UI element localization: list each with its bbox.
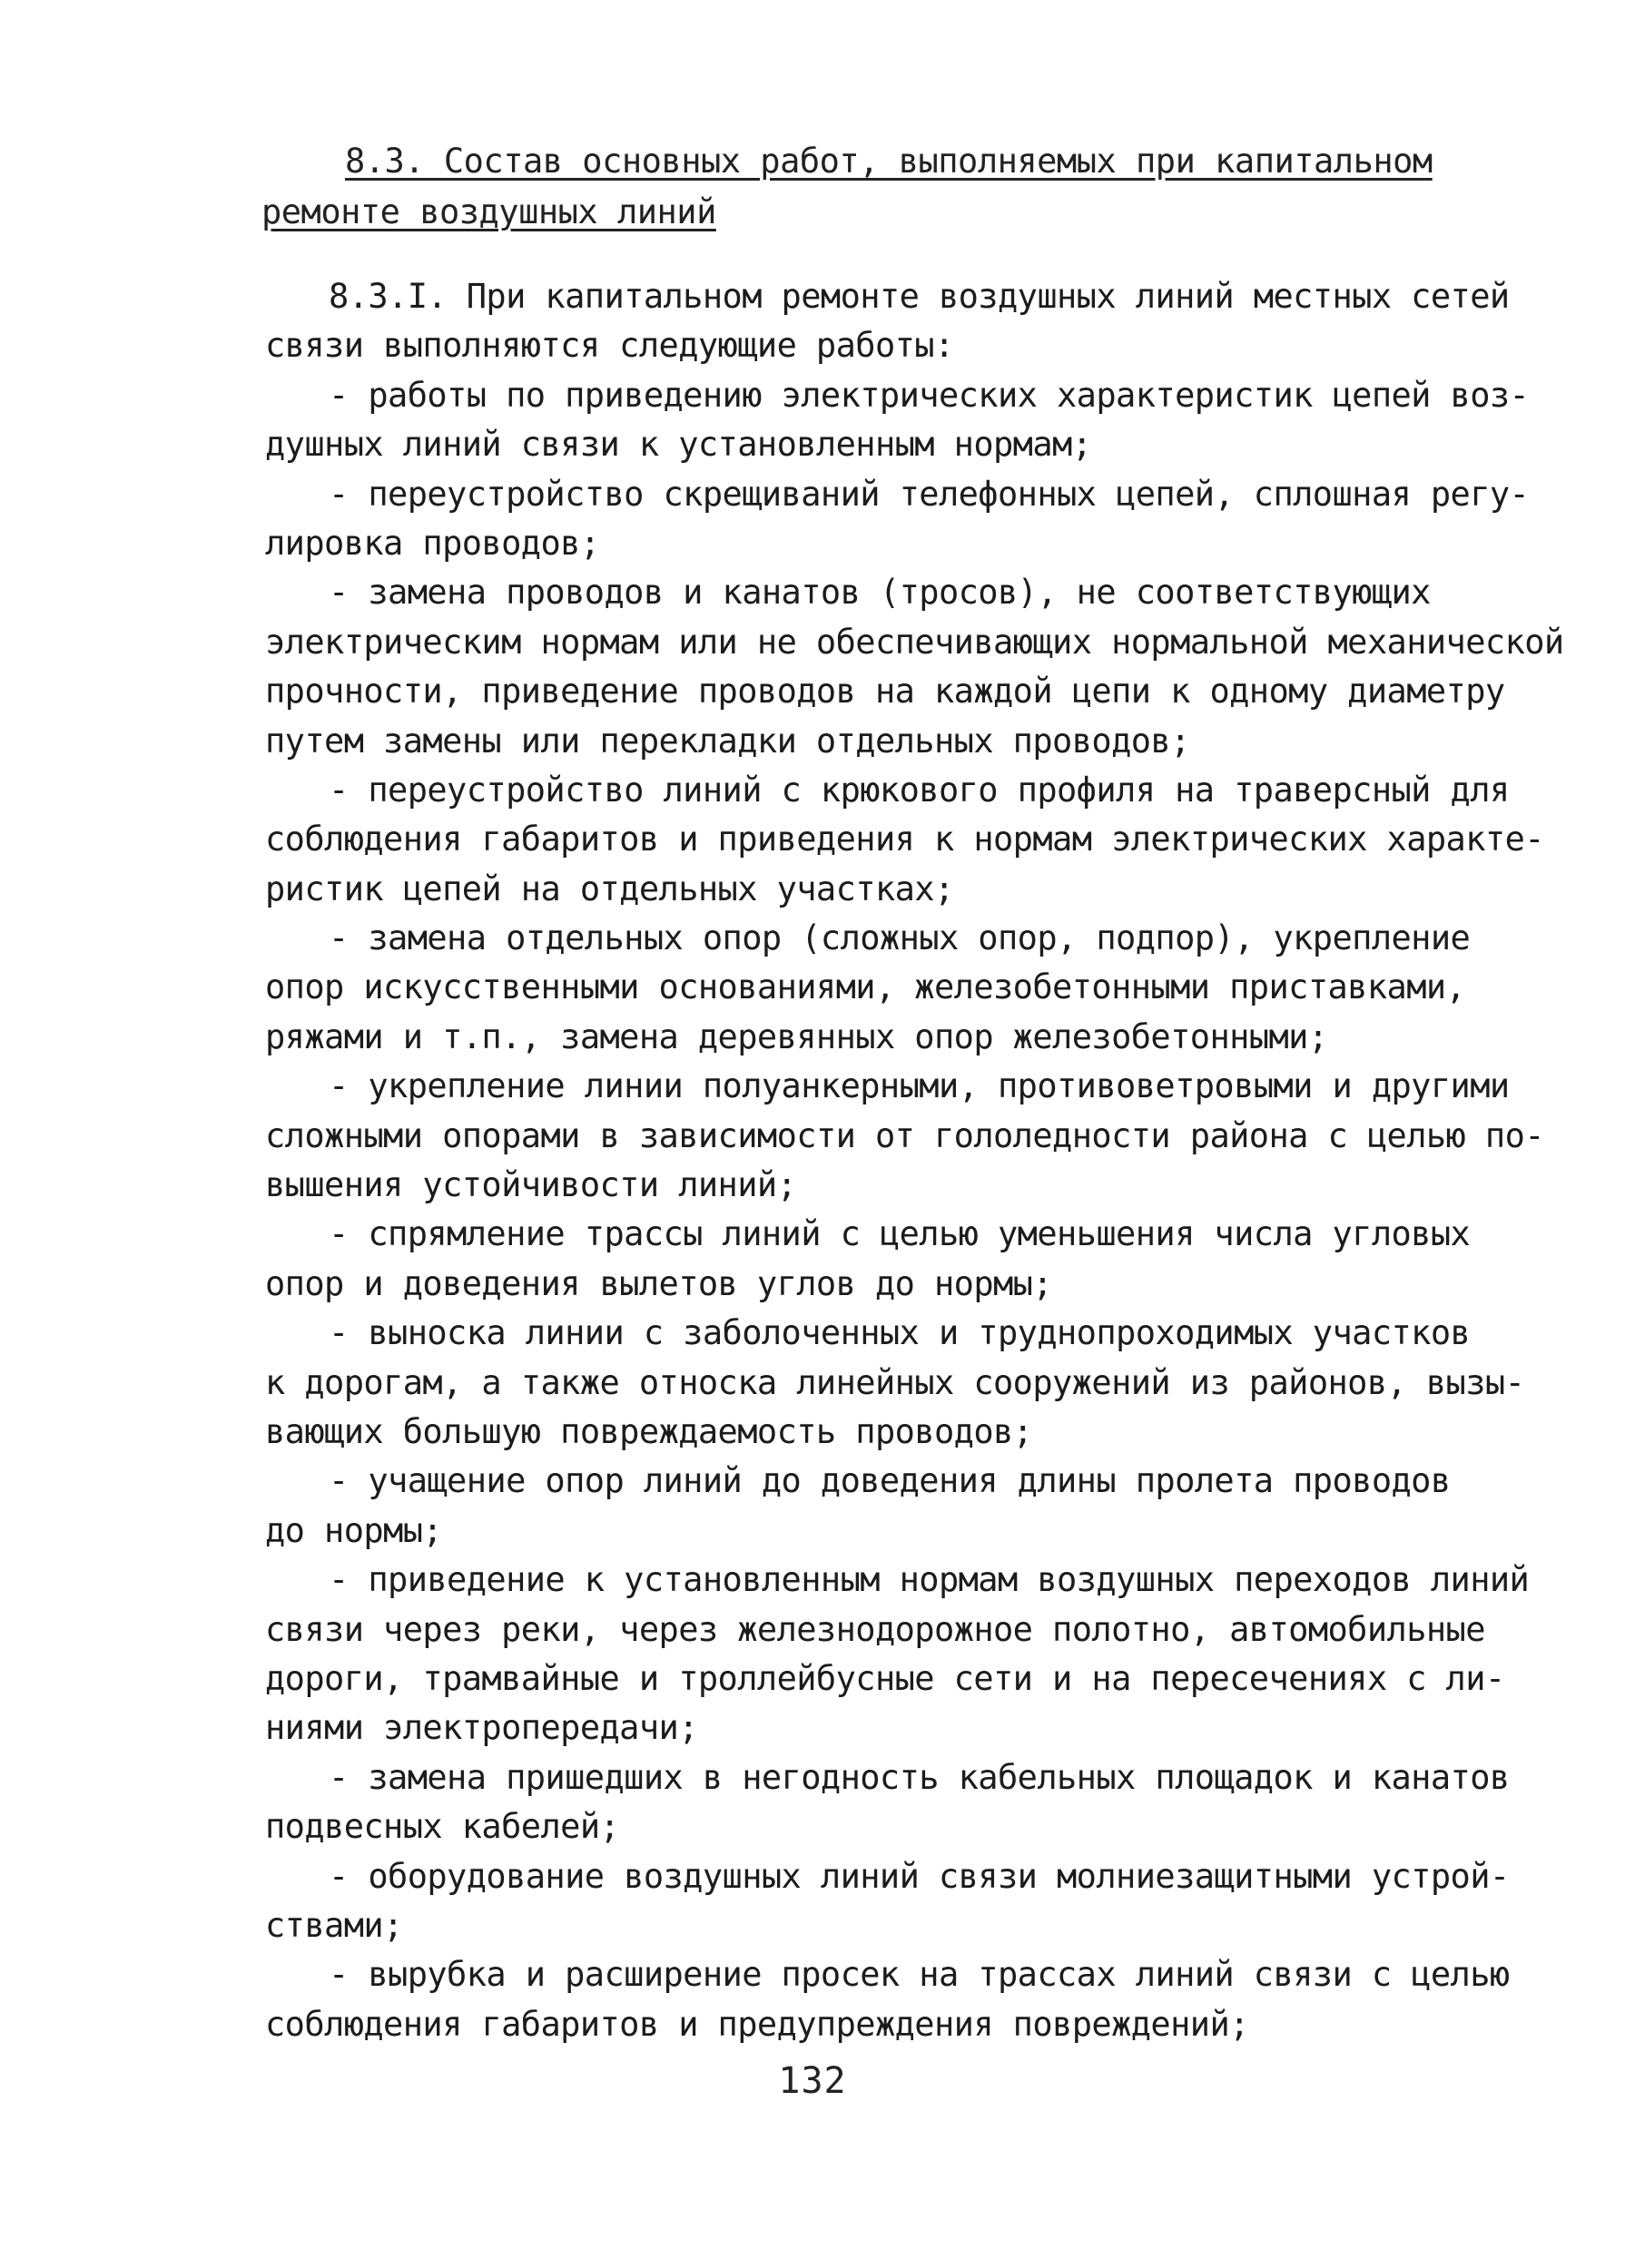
list-item-line: - спрямление трассы линий с целью уменьшения числа угловых	[329, 1214, 1471, 1254]
list-item-line: сложными опорами в зависимости от гололедности района с целью по-	[265, 1115, 1544, 1155]
list-item-line: ствами;	[265, 1905, 403, 1945]
list-item-line: ристик цепей на отдельных участках;	[265, 869, 954, 908]
section-heading	[261, 136, 1489, 238]
list-item-line: дороги, трамвайные и троллейбусные сети и на пересечениях с ли-	[265, 1658, 1505, 1698]
list-item-line: путем замены или перекладки отдельных проводов;	[265, 721, 1190, 761]
list-item-line: до нормы;	[265, 1510, 443, 1550]
list-item-line: - выноска линии с заболоченных и труднопроходимых участков	[329, 1313, 1471, 1353]
list-item-line: соблюдения габаритов и приведения к нормам электрических характе-	[265, 820, 1544, 859]
list-item-line: вышения устойчивости линий;	[265, 1165, 797, 1205]
list-item-line: электрическим нормам или не обеспечивающих нормальной механической	[265, 622, 1564, 662]
list-item-line: - переустройство скрещиваний телефонных цепей, сплошная регу-	[329, 474, 1530, 514]
list-item-line: лировка проводов;	[265, 523, 600, 563]
list-item-line: - замена проводов и канатов (тросов), не соответствующих	[329, 573, 1431, 613]
list-item-line: соблюдения габаритов и предупреждения повреждений;	[265, 2004, 1249, 2044]
list-item-line: вающих большую повреждаемость проводов;	[265, 1411, 1033, 1451]
list-item-line: - замена пришедших в негодность кабельных площадок и канатов	[329, 1757, 1510, 1797]
list-item-line: - работы по приведению электрических характеристик цепей воз-	[329, 375, 1530, 415]
list-item-line: душных линий связи к установленным нормам;	[265, 425, 1092, 465]
list-item-line: ниями электропередачи;	[265, 1708, 698, 1748]
list-item-line: опор и доведения вылетов углов до нормы;	[265, 1263, 1053, 1303]
list-item-line: ряжами и т.п., замена деревянных опор железобетонными;	[265, 1016, 1328, 1056]
list-item-line: связи через реки, через железнодорожное полотно, автомобильные	[265, 1609, 1485, 1649]
list-item-line: - учащение опор линий до доведения длины пролета проводов	[329, 1461, 1451, 1501]
document-body	[265, 272, 1564, 2049]
list-item-line: - приведение к установленным нормам воздушных переходов линий	[329, 1560, 1530, 1600]
list-item-line: к дорогам, а также относка линейных сооружений из районов, вызы-	[265, 1362, 1525, 1402]
page-number: 132	[778, 2060, 847, 2102]
intro-line-2: связи выполняются следующие работы:	[265, 326, 954, 366]
list-item-line: - переустройство линий с крюкового профиля на траверсный для	[329, 770, 1510, 810]
list-item-line: опор искусственными основаниями, железобетонными приставками,	[265, 967, 1466, 1007]
section-heading-line-2: ремонте воздушных линий	[261, 192, 716, 231]
list-item-line: - вырубка и расширение просек на трассах линий связи с целью	[329, 1955, 1510, 1995]
list-item-line: прочности, приведение проводов на каждой цепи к одному диаметру	[265, 672, 1505, 712]
section-heading-line-1: 8.3. Состав основных работ, выполняемых при капитальном	[345, 142, 1433, 181]
list-item-line: - оборудование воздушных линий связи молниезащитными устрой-	[329, 1856, 1510, 1896]
list-item-line: - укрепление линии полуанкерными, противоветровыми и другими	[329, 1066, 1510, 1106]
list-item-line: подвесных кабелей;	[265, 1807, 620, 1847]
intro-line-1: 8.3.I. При капитальном ремонте воздушных линий местных сетей	[329, 277, 1510, 316]
list-item-line: - замена отдельных опор (сложных опор, подпор), укрепление	[329, 918, 1471, 958]
